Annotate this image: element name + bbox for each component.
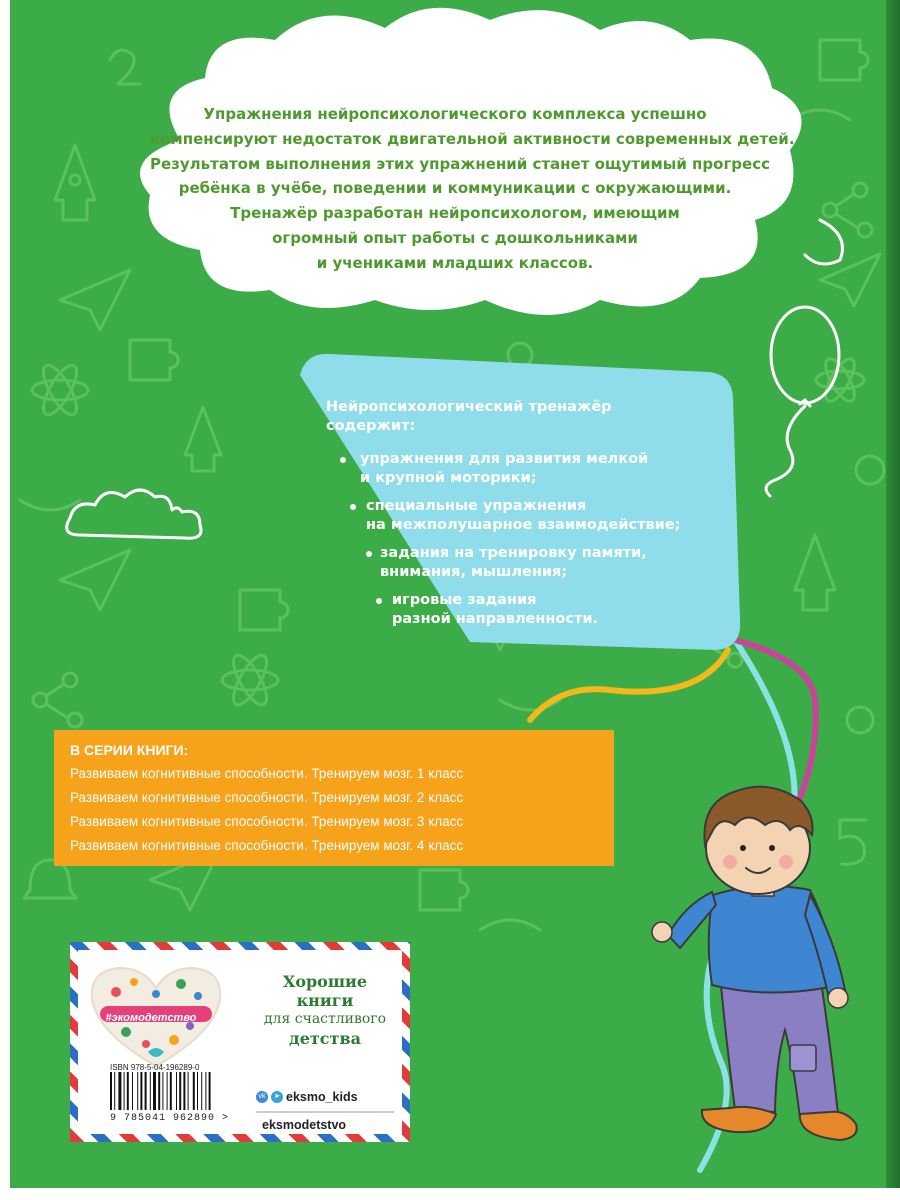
cloud-line: огромный опыт работы с дошкольниками bbox=[272, 228, 638, 247]
barcode bbox=[108, 1072, 248, 1112]
hand bbox=[652, 922, 672, 942]
kite-title bbox=[326, 398, 718, 436]
bullet-icon bbox=[366, 551, 372, 557]
kite-item-line: специальные упражнения bbox=[366, 498, 587, 514]
barcode-bar bbox=[127, 1072, 129, 1110]
kite-item-line: внимания, мышления; bbox=[380, 564, 568, 580]
barcode-bar bbox=[201, 1072, 202, 1110]
barcode-bar bbox=[209, 1072, 211, 1110]
divider bbox=[256, 1110, 396, 1114]
cloud-line: ребёнка в учёбе, поведении и коммуникации с окружающими. bbox=[178, 179, 732, 198]
puzzle-piece-icon bbox=[420, 870, 468, 910]
molecule-icon bbox=[823, 183, 872, 237]
rocket-icon bbox=[185, 407, 221, 471]
atom-icon bbox=[222, 651, 278, 709]
isbn: ISBN 978-5-04-196289-0 bbox=[110, 1063, 200, 1072]
barcode-bar bbox=[124, 1072, 125, 1110]
vk-icon: vk bbox=[256, 1091, 268, 1103]
paper-plane-icon bbox=[60, 270, 130, 330]
kite-item-line: и крупной моторики; bbox=[360, 470, 537, 486]
social-row bbox=[256, 1086, 358, 1108]
kite-string-yellow bbox=[530, 650, 728, 720]
barcode-bar bbox=[162, 1072, 163, 1110]
slogan-line: детства bbox=[289, 1029, 361, 1048]
boy-illustration bbox=[652, 787, 857, 1140]
barcode-bar bbox=[153, 1072, 156, 1110]
kite-title-line: Нейропсихологический тренажёр bbox=[326, 399, 612, 415]
cloud-line: Результатом выполнения этих упражнений станет ощутимый прогресс bbox=[150, 154, 770, 173]
kite-title-line: содержит: bbox=[326, 418, 416, 434]
rocket-icon bbox=[55, 145, 95, 220]
social-handle: eksmodetstvo bbox=[262, 1118, 347, 1132]
bullet-icon bbox=[350, 504, 356, 510]
barcode-bar bbox=[158, 1072, 160, 1110]
kite-list-item bbox=[318, 450, 718, 488]
puzzle-piece-icon bbox=[130, 340, 178, 380]
barcode-bar bbox=[183, 1072, 185, 1110]
card-body bbox=[78, 950, 402, 1134]
rocket-icon bbox=[795, 535, 835, 610]
ball-icon bbox=[856, 456, 884, 484]
barcode-bar bbox=[114, 1072, 115, 1110]
kite-item-line: разной направленности. bbox=[392, 611, 599, 627]
barcode-bar bbox=[137, 1072, 138, 1110]
barcode-bar bbox=[179, 1072, 181, 1110]
barcode-bar bbox=[150, 1072, 151, 1110]
paper-plane-icon bbox=[820, 254, 880, 306]
balloon-icon bbox=[771, 307, 839, 403]
kite-contents bbox=[318, 398, 718, 629]
shoe bbox=[800, 1112, 857, 1140]
series-item: Развиваем когнитивные способности. Тренируем мозг. 2 класс bbox=[70, 790, 464, 805]
bullet-icon bbox=[340, 457, 346, 463]
cloud-line: и учениками младших классов. bbox=[316, 253, 594, 272]
barcode-bar bbox=[145, 1072, 147, 1110]
barcode-bar bbox=[167, 1072, 168, 1110]
barcode-bar bbox=[170, 1072, 172, 1110]
social-row bbox=[256, 1114, 358, 1136]
balloon-string bbox=[766, 400, 810, 496]
bullet-icon bbox=[376, 598, 382, 604]
kite-item-line: задания на тренировку памяти, bbox=[380, 545, 647, 561]
airmail-card bbox=[70, 942, 410, 1142]
series-item: Развиваем когнитивные способности. Тренируем мозг. 4 класс bbox=[70, 838, 464, 853]
series-item: Развиваем когнитивные способности. Тренируем мозг. 1 класс bbox=[70, 766, 464, 781]
kite-list-item bbox=[318, 497, 718, 535]
puzzle-piece-icon bbox=[820, 40, 868, 80]
barcode-bar bbox=[132, 1072, 133, 1110]
barcode-number: 9 785041 962890 > bbox=[110, 1113, 230, 1124]
outline-cloud-icon bbox=[67, 490, 201, 538]
kite-list-item bbox=[318, 591, 718, 629]
cloud-line: Упражнения нейропсихологического комплекса успешно bbox=[203, 105, 707, 123]
atom-icon bbox=[32, 361, 88, 419]
slogan bbox=[250, 972, 400, 1048]
barcode-bar bbox=[140, 1072, 142, 1110]
barcode-bar bbox=[118, 1072, 121, 1110]
series-item: Развиваем когнитивные способности. Тренируем мозг. 3 класс bbox=[70, 814, 464, 829]
molecule-icon bbox=[33, 673, 82, 727]
hand bbox=[828, 988, 848, 1008]
shoe bbox=[702, 1107, 776, 1132]
barcode-bar bbox=[197, 1072, 198, 1110]
slogan-line: для счастливого bbox=[263, 1011, 387, 1027]
kite-item-line: игровые задания bbox=[392, 592, 537, 608]
digit-two-doodle bbox=[110, 50, 140, 84]
kite-list-item bbox=[318, 544, 718, 582]
cloud-description bbox=[150, 102, 795, 276]
ball-icon bbox=[847, 707, 873, 733]
barcode-bar bbox=[205, 1072, 206, 1110]
cloud-line: компенсируют недостаток двигательной активности современных детей. bbox=[150, 129, 795, 148]
telegram-icon: ➤ bbox=[271, 1091, 283, 1103]
kite-item-line: на межполушарное взаимодействие; bbox=[366, 517, 681, 533]
puzzle-piece-icon bbox=[240, 590, 288, 630]
barcode-bar bbox=[188, 1072, 189, 1110]
pants bbox=[720, 975, 838, 1118]
digit-five-doodle bbox=[840, 820, 866, 864]
paper-plane-icon bbox=[60, 550, 130, 610]
barcode-bar bbox=[193, 1072, 195, 1110]
series-title: В СЕРИИ КНИГИ: bbox=[70, 742, 189, 758]
cloud-line: Тренажёр разработан нейропсихологом, имеющим bbox=[230, 204, 680, 223]
slogan-line: Хорошие bbox=[282, 972, 368, 991]
social-handle: eksmo_kids bbox=[286, 1090, 358, 1104]
page-edge-bottom bbox=[0, 1188, 900, 1200]
barcode-bar bbox=[110, 1072, 112, 1110]
slogan-line: книги bbox=[296, 991, 354, 1010]
stamp-label: #экомодетство bbox=[105, 1012, 197, 1024]
kite-item-line: упражнения для развития мелкой bbox=[360, 451, 649, 467]
series-list bbox=[70, 740, 463, 858]
barcode-bar bbox=[176, 1072, 177, 1110]
